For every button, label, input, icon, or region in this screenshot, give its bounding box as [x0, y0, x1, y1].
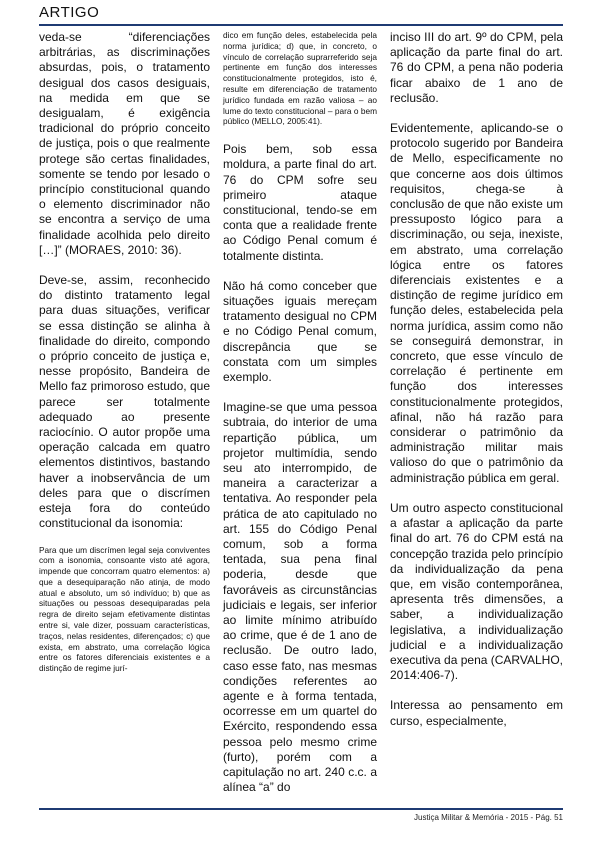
paragraph: Um outro aspecto constitucional a afastar a aplicação da parte final do art. 76 do CPM está na concepção trazida pelo princípio da individualização da pena que, em visão contemporânea, apresenta três dimensões, a saber, a individualização legislativa, a individualização judicial e a individualização executiva da pena (CARVALHO, 2014:406-7). — [390, 500, 563, 683]
text-column-3 — [390, 30, 563, 729]
paragraph: Evidentemente, aplicando-se o protocolo sugerido por Bandeira de Mello, especificamente no que concerne aos dois últimos requisitos, chega-se à conclusão de que não existe um pressuposto lógico para a discriminação, ou seja, inexiste, em abstrato, uma correlação lógica entre os fatores diferenciais existentes e a distinção de regime jurídico em função deles, estabelecida pela norma jurídica, assim como não se conseguirá demonstrar, in concreto, que esse vínculo de correlação é pertinente em função dos interesses constitucionalmente protegidos, afinal, não há razão para considerar o patrimônio da administração militar mais valioso do que o patrimônio da administração pública em geral. — [390, 121, 563, 485]
text-column-1 — [39, 30, 210, 674]
paragraph: veda-se “diferenciações arbitrárias, as discriminações absurdas, pois, o tratamento desigual dos casos desiguais, na medida em que se desigualam, é exigência tradicional do próprio conceito de justiça, pois o que realmente protege são certas finalidades, somente se tendo por lesado o princípio constitucional quando o elemento discriminador não se encontra a serviço de uma finalidade acolhida pelo direito […]” (MORAES, 2010: 36). — [39, 30, 210, 257]
paragraph: inciso III do art. 9º do CPM, pela aplicação da parte final do art. 76 do CPM, a pena não poderia ficar abaixo de 1 ano de reclusão. — [390, 30, 563, 105]
header-divider — [39, 24, 563, 26]
paragraph: Imagine-se que uma pessoa subtraia, do interior de uma repartição pública, um projetor multimídia, sendo seu ato interrompido, de maneira a caracterizar a tentativa. Ao responder pela prática de ato capitulado no art. 155 do Código Penal comum, sob a forma tentada, sua pena final poderia, desde que favoráveis as circunstâncias judiciais e legais, ser inferior ao limite mínimo atribuído ao crime, que é de 1 ano de reclusão. De outro lado, caso esse fato, nas mesmas condições referentes ao agente e à forma tentada, ocorresse em um quartel do Exército, respondendo essa pessoa pelo mesmo crime (furto), porém com a capitulação no art. 240 c.c. a alínea “a” do — [223, 400, 377, 795]
paragraph: Deve-se, assim, reconhecido do distinto tratamento legal para duas situações, verificar se essa distinção se alinha à finalidade do direito, compondo o próprio conceito de justiça e, nesse propósito, Bandeira de Mello faz primoroso estudo, que parece ser totalmente adequado ao presente raciocínio. O autor propõe uma operação calcada em quatro elementos distintivos, bastando haver a inobservância de um deles para que o discrímen esteja fora do conteúdo constitucional da isonomia: — [39, 273, 210, 531]
text-column-2 — [223, 30, 377, 796]
page-footer: Justiça Militar & Memória - 2015 - Pág. 51 — [414, 813, 563, 822]
footer-divider — [39, 808, 563, 810]
block-quote: dico em função deles, estabelecida pela norma jurídica; d) que, in concreto, o vínculo de correlação suprarreferido seja pertinente em função dos interesses constitucionalmente protegidos, isto é, resulte em diferenciação de tratamento jurídico fundada em razão valiosa – ao lume do texto constitucional – para o bem público (MELLO, 2005:41). — [223, 30, 377, 127]
paragraph: Não há como conceber que situações iguais mereçam tratamento desigual no CPM e no Código Penal comum, discrepância que se constata com um simples exemplo. — [223, 278, 377, 385]
paragraph: Interessa ao pensamento em curso, especialmente, — [390, 698, 563, 728]
paragraph: Pois bem, sob essa moldura, a parte final do art. 76 do CPM sofre seu primeiro ataque constitucional, tendo-se em conta que a realidade frente ao Código Penal comum é totalmente distinta. — [223, 142, 377, 263]
block-quote: Para que um discrímen legal seja conviventes com a isonomia, consoante visto até agora, impende que concorram quatro elementos: a) que a desequiparação não atinja, de modo atual e absoluto, um só indivíduo; b) que as situações ou pessoas desequiparadas pela regra de direito sejam efetivamente distintas entre si, vale dizer, possuam características, traços, nelas residentes, diferençados; c) que exista, em abstrato, uma correlação lógica entre os fatores diferenciais existentes e a distinção de regime jurí- — [39, 544, 210, 674]
section-title: ARTIGO — [39, 4, 100, 21]
